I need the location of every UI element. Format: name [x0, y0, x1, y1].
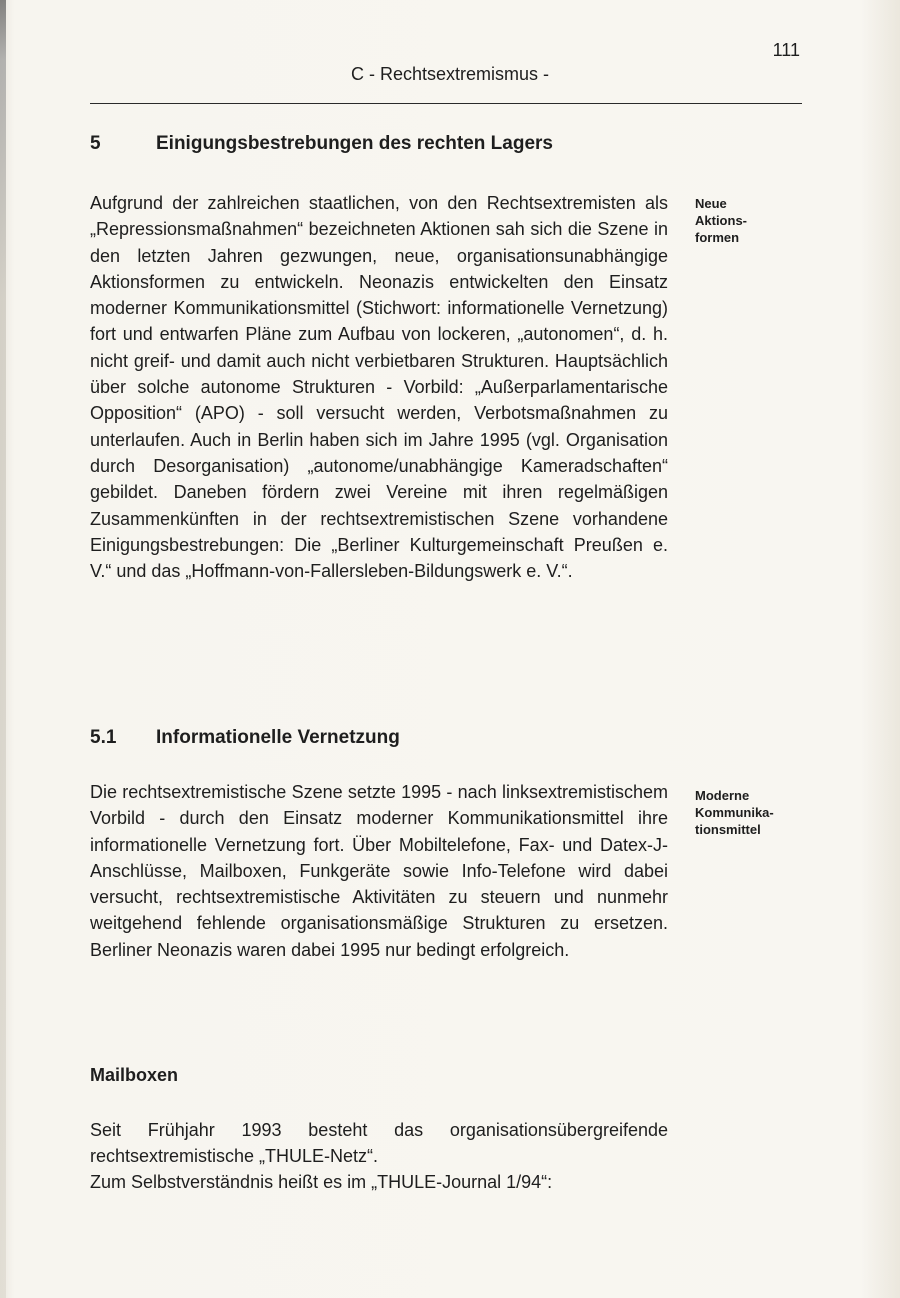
- subsection-paragraph: [90, 779, 668, 963]
- subsection-number: 5.1: [90, 727, 117, 748]
- margin-note-line: Aktions-: [695, 213, 747, 228]
- mailboxen-quote-intro: Zum Selbstverständnis heißt es im „THULE-Journal 1/94“:: [90, 1172, 553, 1192]
- paragraph-text: Aufgrund der zahlreichen staatlichen, von den Rechtsextremisten als „Repressionsmaßnahmen“ bezeichneten Aktionen sah sich die Szene in den letzten Jahren gezwungen, neue, organisationsunabhängige Aktionsformen zu entwickeln. Neonazis entwickelten den Einsatz moderner Kommunikationsmittel (Stichwort: informationelle Vernetzung) fort und entwarfen Pläne zum Aufbau von lockeren, „autonomen“, d. h. nicht greif- und damit auch nicht verbietbaren Strukturen. Hauptsächlich über solche autonome Strukturen - Vorbild: „Außerparlamentarische Opposition“ (APO) - soll versucht werden, Verbotsmaßnahmen zu unterlaufen. Auch in Berlin haben sich im Jahre 1995 (vgl. Organisation durch Desorganisation) „autonome/unabhängige Kameradschaften“ gebildet. Daneben fördern zwei Vereine mit ihren regelmäßigen Zusammenkünften in der rechtsextremistischen Szene vorhandene Einigungsbestrebungen: Die „Berliner Kulturgemeinschaft Preußen e. V.“ und das „Hoffmann-von-Fallersleben-Bildungswerk e. V.“.: [90, 193, 668, 582]
- paragraph-text: Seit Frühjahr 1993 besteht das organisationsübergreifende rechtsextremistische „THULE-Netz“.: [90, 1120, 668, 1167]
- running-header: C - Rechtsextremismus -: [350, 64, 550, 84]
- section-heading: [90, 133, 690, 159]
- margin-note-line: Neue: [695, 196, 727, 211]
- page-number: 111: [772, 40, 800, 60]
- margin-note-line: tionsmittel: [695, 822, 761, 837]
- section-title: Einigungsbestrebungen des rechten Lagers: [156, 133, 553, 154]
- margin-note-line: Kommunika-: [695, 805, 774, 820]
- section-paragraph: [90, 190, 668, 584]
- margin-note-line: formen: [695, 230, 740, 245]
- subsection-heading: [90, 727, 590, 753]
- mailboxen-paragraph: [90, 1117, 668, 1170]
- subsection-title: Informationelle Vernetzung: [156, 727, 400, 748]
- page-edge-shadow: [0, 0, 6, 1298]
- margin-note-line: Moderne: [695, 788, 750, 803]
- section-number: 5: [90, 133, 101, 154]
- header-rule: [90, 103, 802, 104]
- margin-note-neue-aktionsformen: [695, 195, 805, 246]
- paragraph-text: Die rechtsextremistische Szene setzte 1995 - nach linksextremistischem Vorbild - durch den Einsatz moderner Kommunikationsmittel ihre informationelle Vernetzung fort. Über Mobiltelefone, Fax- und Datex-J-Anschlüsse, Mailboxen, Funkgeräte sowie Info-Telefone wird dabei versucht, rechtsextremistische Aktivitäten zu steuern und nunmehr weitgehend fehlende organisationsmäßige Strukturen zu ersetzen. Berliner Neonazis waren dabei 1995 nur bedingt erfolgreich.: [90, 782, 668, 960]
- margin-note-moderne-kommunikationsmittel: [695, 787, 810, 838]
- mailboxen-heading: Mailboxen: [90, 1065, 179, 1085]
